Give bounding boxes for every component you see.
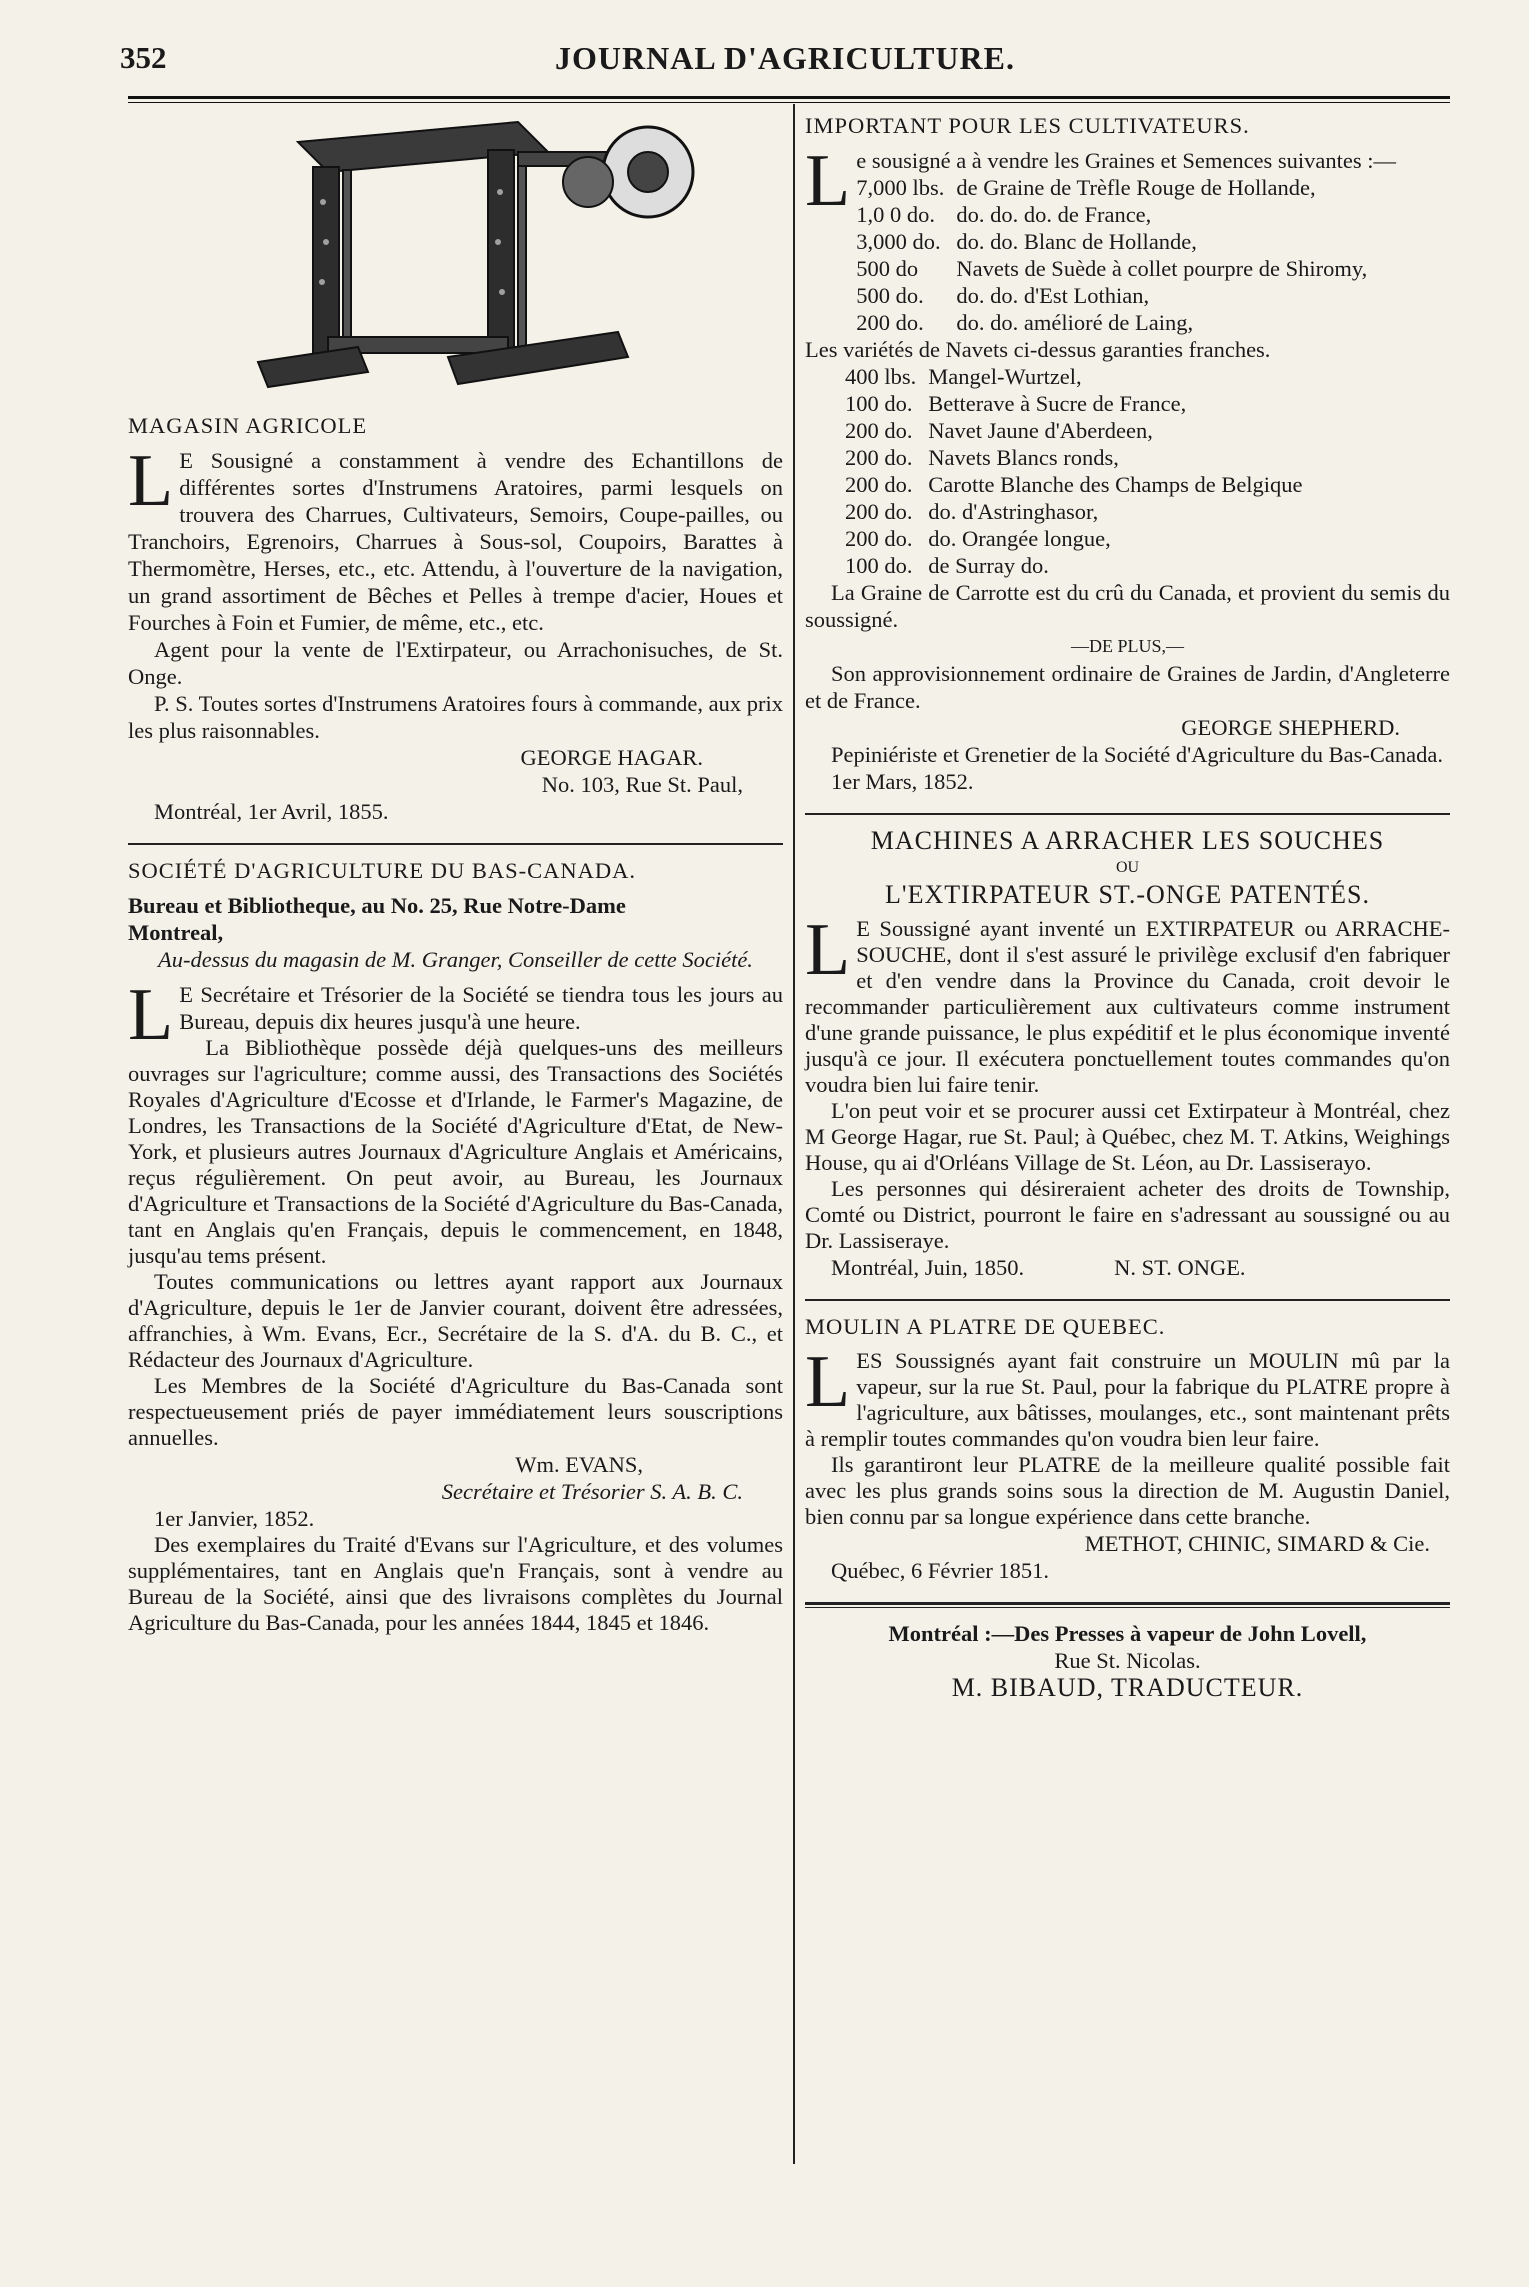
machines-signature: N. ST. ONGE.	[1114, 1255, 1246, 1280]
societe-signature: Wm. EVANS,	[515, 1452, 643, 1477]
variety-cell: Navets Blancs ronds,	[928, 445, 1119, 470]
seed-list-1	[856, 174, 1367, 336]
dropcap: L	[805, 1341, 851, 1423]
seed-list-2-row	[845, 417, 1303, 444]
section-divider	[805, 813, 1450, 815]
important-intro: Le sousigné a à vendre les Graines et Semences suivantes :—	[805, 140, 1397, 222]
magasin-date: Montréal, 1er Avril, 1855.	[154, 799, 389, 824]
machines-title-ou: OU	[1115, 859, 1140, 876]
header-rule	[128, 96, 1450, 103]
page-number: 352	[120, 40, 167, 75]
quantity-cell: 3,000 do.	[856, 229, 941, 254]
quantity-cell: 200 do.	[856, 310, 924, 335]
machines-title-1: MACHINES A ARRACHER LES SOUCHES	[870, 826, 1385, 855]
important-pepinieriste: Pepiniériste et Grenetier de la Société d'Agriculture du Bas-Canada.	[831, 742, 1443, 767]
dropcap: L	[128, 974, 174, 1056]
dropcap: L	[805, 909, 851, 991]
quantity-cell: 7,000 lbs.	[856, 175, 945, 200]
seed-list-1-row	[856, 228, 1367, 255]
variety-cell: do. d'Astringhasor,	[928, 499, 1099, 524]
page-header	[120, 40, 1450, 80]
magasin-agent: Agent pour la vente de l'Extirpateur, ou Arrachonisuches, de St. Onge.	[128, 637, 783, 689]
societe-title: SOCIÉTÉ D'AGRICULTURE DU BAS-CANADA.	[128, 858, 636, 883]
dropcap: L	[128, 440, 174, 522]
moulin-paragraph-2: Ils garantiront leur PLATRE de la meilleure qualité possible fait avec les plus grands soins sous la direction de M. Augustin Daniel, bien connu par sa longue expérience dans cette branche.	[805, 1452, 1450, 1529]
quantity-cell: 100 do.	[845, 391, 913, 416]
machines-paragraph-1: L E Soussigné ayant inventé un EXTIRPATEUR ou ARRACHE-SOUCHE, dont il s'est assuré le privilège exclusif d'en fabriquer et d'en vendre dans la Province du Canada, croit devoir le recommander particulièrement aux cultivateurs comme instrument d'une grande puissance, le plus expéditif et le plus économique inventé jusqu'à ce jour. Il exécutera ponctuellement toutes commandes qu'on voudra bien lui faire tenir.	[805, 909, 1450, 1097]
variety-cell: Betterave à Sucre de France,	[928, 391, 1187, 416]
important-note: Les variétés de Navets ci-dessus garanties franches.	[805, 337, 1271, 362]
quantity-cell: 200 do.	[845, 472, 913, 497]
seed-list-2-row	[845, 444, 1303, 471]
machines-title-2: L'EXTIRPATEUR ST.-ONGE PATENTÉS.	[885, 880, 1370, 909]
seed-list-1-row	[856, 201, 1367, 228]
moulin-paragraph-1: LES Soussignés ayant fait construire un MOULIN mû par la vapeur, sur la rue St. Paul, pour la fabrique du PLATRE propre à l'agriculture, aux bâtisses, moulanges, etc., sont maintenant prêts à remplir toutes commandes qu'on voudra bien leur faire.	[805, 1341, 1450, 1451]
quantity-cell: 100 do.	[845, 553, 913, 578]
magasin-title: MAGASIN AGRICOLE	[128, 413, 368, 438]
societe-bureau-line2: Montreal,	[128, 920, 224, 945]
moulin-date: Québec, 6 Février 1851.	[831, 1558, 1050, 1583]
variety-cell: Navets de Suède à collet pourpre de Shiromy,	[956, 256, 1368, 281]
imprint-divider	[805, 1602, 1450, 1608]
quantity-cell: 200 do.	[845, 499, 913, 524]
section-divider	[128, 843, 783, 845]
societe-role: Secrétaire et Trésorier S. A. B. C.	[441, 1479, 743, 1504]
quantity-cell: 400 lbs.	[845, 364, 917, 389]
seed-list-2	[845, 363, 1303, 579]
section-divider	[805, 1299, 1450, 1301]
quantity-cell: 200 do.	[845, 445, 913, 470]
seed-list-2-row	[845, 552, 1303, 579]
right-column	[805, 112, 1450, 1701]
machines-paragraph-2: L'on peut voir et se procurer aussi cet Extirpateur à Montréal, chez M George Hagar, rue St. Paul; à Québec, chez M. T. Atkins, Weighings House, qu ai d'Orléans Village de St. Léon, au Dr. Lassiserayo.	[805, 1098, 1450, 1175]
left-column	[128, 112, 783, 1636]
quantity-cell: 200 do.	[845, 418, 913, 443]
societe-date: 1er Janvier, 1852.	[154, 1506, 315, 1531]
societe-paragraph-4: Les Membres de la Société d'Agriculture du Bas-Canada sont respectueusement priés de payer immédiatement leurs souscriptions annuelles.	[128, 1373, 783, 1450]
societe-paragraph-1: L E Secrétaire et Trésorier de la Société se tiendra tous les jours au Bureau, depuis dix heures jusqu'à une heure.	[128, 974, 783, 1056]
variety-cell: Navet Jaune d'Aberdeen,	[928, 418, 1153, 443]
magasin-signature: GEORGE HAGAR.	[520, 745, 703, 770]
societe-paragraph-3: Toutes communications ou lettres ayant rapport aux Journaux d'Agriculture, depuis le 1er de Janvier courant, doivent être adressées, affranchies, à Wm. Evans, Ecr., Secrétaire de la S. d'A. du B. C., et Rédacteur des Journaux d'Agriculture.	[128, 1269, 783, 1372]
seed-list-1-row	[856, 174, 1367, 201]
variety-cell: de Graine de Trèfle Rouge de Hollande,	[956, 175, 1316, 200]
seed-list-2-row	[845, 471, 1303, 498]
quantity-cell: 500 do	[856, 256, 919, 281]
machines-paragraph-3: Les personnes qui désireraient acheter des droits de Township, Comté ou District, pourront le faire en s'adressant au soussigné ou au Dr. Lassiseraye.	[805, 1176, 1450, 1253]
machines-signoff	[805, 1254, 1450, 1281]
quantity-cell: 1,0 0 do.	[856, 202, 935, 227]
magasin-paragraph: L E Sousigné a constamment à vendre des Echantillons de différentes sortes d'Instrumens Aratoires, parmi lesquels on trouvera des Charrues, Cultivateurs, Semoirs, Coupe-pailles, ou Tranchoirs, Egrenoirs, Charrues à Sous-sol, Coupoirs, Barattes à Thermomètre, Herses, etc., etc. Attendu, à l'ouverture de la navigation, un grand assortiment de Bêches et Pelles à trempe d'acier, Houes et Fourches à Foin et Fumier, de même, etc., etc.	[128, 440, 783, 635]
societe-bureau-line1: Bureau et Bibliotheque, au No. 25, Rue Notre-Dame	[128, 893, 626, 918]
quantity-cell: 200 do.	[845, 526, 913, 551]
moulin-signature: METHOT, CHINIC, SIMARD & Cie.	[1084, 1531, 1430, 1556]
seed-list-1-row	[856, 309, 1367, 336]
variety-cell: do. do. do. de France,	[956, 202, 1152, 227]
variety-cell: Carotte Blanche des Champs de Belgique	[928, 472, 1303, 497]
seed-list-2-row	[845, 363, 1303, 390]
magasin-ps: P. S. Toutes sortes d'Instrumens Aratoires fours à commande, aux prix les plus raisonnables.	[128, 691, 783, 743]
important-date: 1er Mars, 1852.	[831, 769, 974, 794]
important-signature: GEORGE SHEPHERD.	[1181, 715, 1400, 740]
running-title: JOURNAL D'AGRICULTURE.	[555, 40, 1015, 76]
important-title: IMPORTANT POUR LES CULTIVATEURS.	[805, 113, 1250, 138]
variety-cell: do. do. Blanc de Hollande,	[956, 229, 1197, 254]
variety-cell: de Surray do.	[928, 553, 1049, 578]
important-deplus: —DE PLUS,—	[1070, 636, 1184, 656]
important-carotte: La Graine de Carrotte est du crû du Canada, et provient du semis du soussigné.	[805, 580, 1450, 632]
seed-list-1-row	[856, 282, 1367, 309]
column-rule	[793, 104, 795, 2164]
imprint-line-1: Montréal :—Des Presses à vapeur de John Lovell,	[888, 1621, 1367, 1646]
imprint-line-3: M. BIBAUD, TRADUCTEUR.	[951, 1673, 1304, 1702]
imprint-line-2: Rue St. Nicolas.	[1054, 1648, 1201, 1673]
seed-list-2-row	[845, 525, 1303, 552]
stump-puller-engraving	[218, 112, 738, 412]
variety-cell: do. do. amélioré de Laing,	[956, 310, 1194, 335]
societe-paragraph-2: La Bibliothèque possède déjà quelques-uns des meilleurs ouvrages sur l'agriculture; comme aussi, des Transactions des Sociétés Royales d'Agriculture d'Ecosse et d'Irlande, le Farmer's Magazine, de Londres, les Transactions de la Société d'Agriculture d'Etat, de New-York, et plusieurs autres Journaux d'Agriculture Anglais et Américains, reçus régulièrement. On peut avoir, au Bureau, les Journaux d'Agriculture et Transactions de la Société d'Agriculture du Bas-Canada, tant en Anglais qu'en Français, depuis le commencement, en 1848, jusqu'au tems présent.	[128, 1035, 783, 1268]
variety-cell: do. do. d'Est Lothian,	[956, 283, 1150, 308]
variety-cell: do. Orangée longue,	[928, 526, 1111, 551]
magasin-address: No. 103, Rue St. Paul,	[541, 772, 743, 797]
important-approv: Son approvisionnement ordinaire de Graines de Jardin, d'Angleterre et de France.	[805, 661, 1450, 713]
seed-list-1-row	[856, 255, 1367, 282]
seed-list-2-row	[845, 390, 1303, 417]
machines-date: Montréal, Juin, 1850.	[831, 1255, 1025, 1280]
societe-audessus: Au-dessus du magasin de M. Granger, Conseiller de cette Société.	[158, 947, 753, 972]
dropcap: L	[805, 140, 851, 222]
seed-list-2-row	[845, 498, 1303, 525]
quantity-cell: 500 do.	[856, 283, 924, 308]
variety-cell: Mangel-Wurtzel,	[928, 364, 1082, 389]
societe-paragraph-5: Des exemplaires du Traité d'Evans sur l'Agriculture, et des volumes supplémentaires, tant en Anglais que'n Français, sont à vendre au Bureau de la Société, ainsi que des livraisons complètes du Journal Agriculture du Bas-Canada, pour les années 1844, 1845 et 1846.	[128, 1532, 783, 1635]
moulin-title: MOULIN A PLATRE DE QUEBEC.	[805, 1314, 1166, 1339]
